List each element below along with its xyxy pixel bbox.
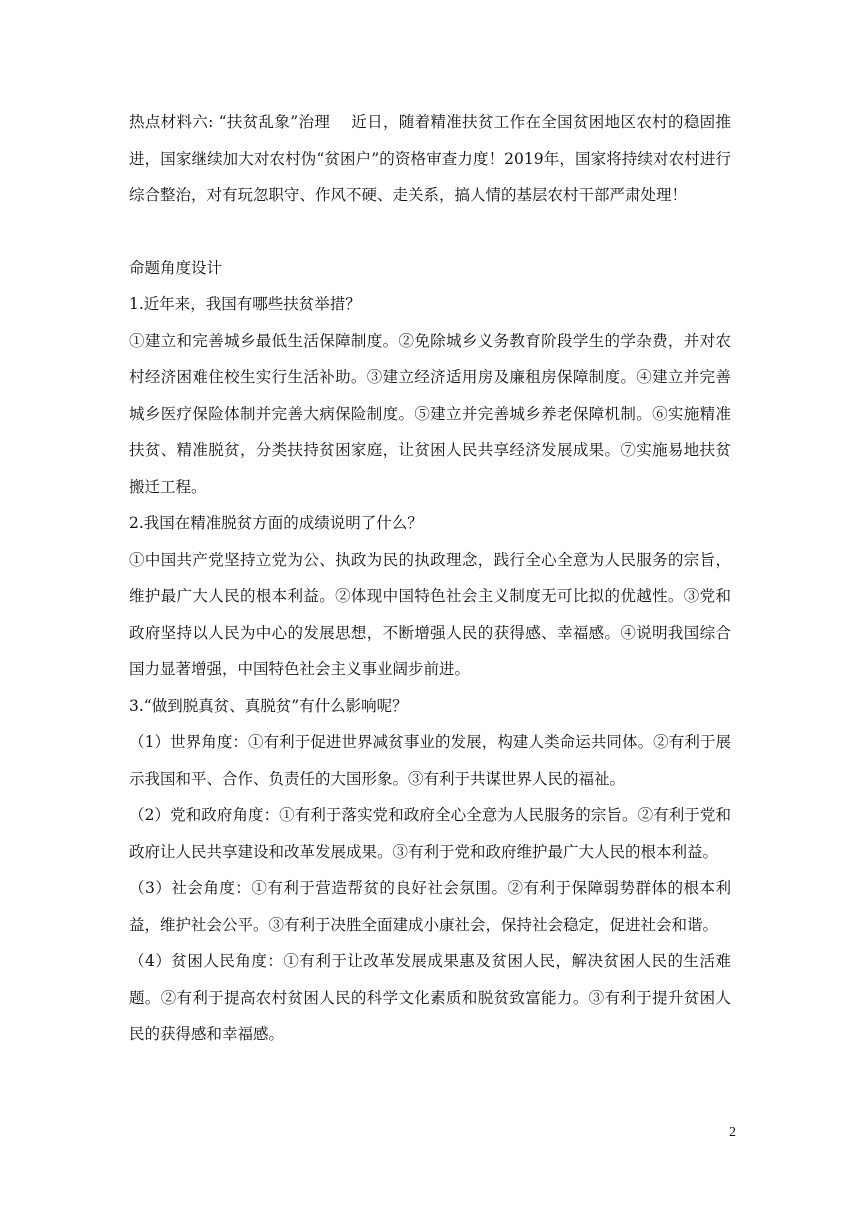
answer-2: ①中国共产党坚持立党为公、执政为民的执政理念，践行全心全意为人民服务的宗旨，维护最广大人民的根本利益。②体现中国特色社会主义制度无可比拟的优越性。③党和政府坚持以人民为中心的发展思想，不断增强人民的获得感、幸福感。④说明我国综合国力显著增强，中国特色社会主义事业阔步前进。 [129, 550, 731, 678]
question-1: 1.近年来，我国有哪些扶贫举措？ [129, 295, 361, 313]
answer-3-world: （1）世界角度：①有利于促进世界减贫事业的发展，构建人类命运共同体。②有利于展示我国和平、合作、负责任的大国形象。③有利于共谋世界人民的福祉。 [129, 733, 731, 788]
answer-3-party-government: （2）党和政府角度：①有利于落实党和政府全心全意为人民服务的宗旨。②有利于党和政府让人民共享建设和改革发展成果。③有利于党和政府维护最广大人民的根本利益。 [129, 806, 731, 861]
document-body [129, 104, 731, 1053]
page-number: 2 [729, 1125, 736, 1140]
answer-1: ①建立和完善城乡最低生活保障制度。②免除城乡义务教育阶段学生的学杂费，并对农村经济困难住校生实行生活补助。③建立经济适用房及廉租房保障制度。④建立并完善城乡医疗保险体制并完善大病保险制度。⑤建立并完善城乡养老保障机制。⑥实施精准扶贫、精准脱贫，分类扶持贫困家庭，让贫困人民共享经济发展成果。⑦实施易地扶贫搬迁工程。 [129, 331, 731, 496]
section-heading: 命题角度设计 [129, 258, 223, 277]
question-3: 3.“做到脱真贫、真脱贫”有什么影响呢？ [129, 696, 408, 715]
hot-material-intro: 热点材料六: “扶贫乱象”治理 近日，随着精准扶贫工作在全国贫困地区农村的稳固推进，国家继续加大对农村伪“贫困户”的资格审查力度！2019年，国家将持续对农村进行综合整治，对有玩忽职守、作风不硬、走关系，搞人情的基层农村干部严肃处理！ [129, 113, 731, 204]
answer-3-poor-people: （4）贫困人民角度：①有利于让改革发展成果惠及贫困人民，解决贫困人民的生活难题。②有利于提高农村贫困人民的科学文化素质和脱贫致富能力。③有利于提升贫困人民的获得感和幸福感。 [129, 952, 731, 1043]
question-2: 2.我国在精准脱贫方面的成绩说明了什么？ [129, 514, 423, 532]
answer-3-society: （3）社会角度：①有利于营造帮贫的良好社会氛围。②有利于保障弱势群体的根本利益，维护社会公平。③有利于决胜全面建成小康社会，保持社会稳定，促进社会和谐。 [129, 879, 731, 934]
